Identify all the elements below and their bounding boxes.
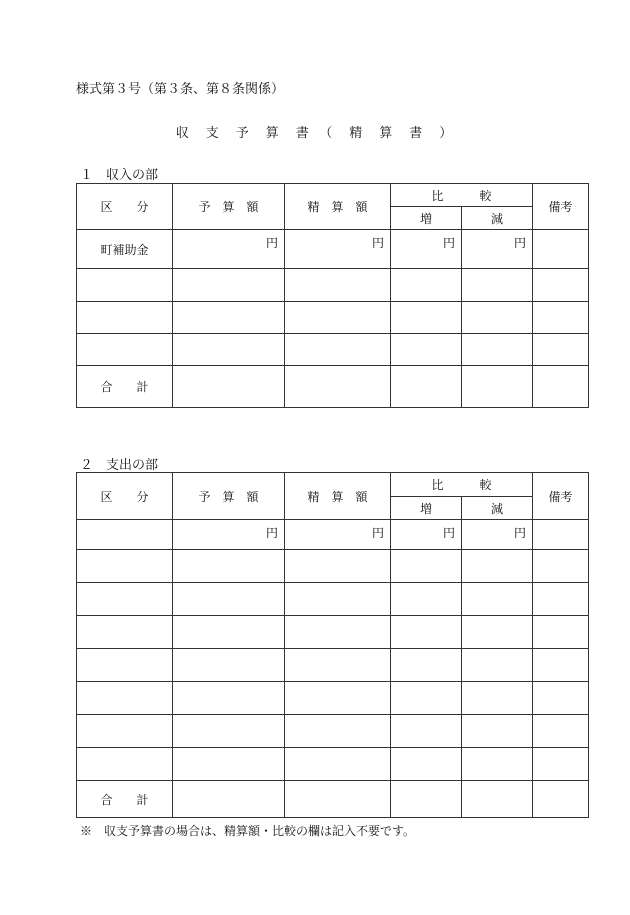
remarks-cell[interactable] [533,269,589,302]
table-row [77,616,589,649]
increase-cell[interactable] [391,748,462,781]
remarks-cell[interactable] [533,334,589,366]
settlement-cell[interactable] [285,302,391,334]
category-cell[interactable] [77,302,173,334]
decrease-cell[interactable] [462,781,533,818]
header-comparison: 比 較 [391,184,533,207]
increase-cell[interactable] [391,649,462,682]
remarks-cell[interactable] [533,616,589,649]
category-cell[interactable] [77,649,173,682]
settlement-cell[interactable] [285,715,391,748]
budget-cell[interactable] [173,682,285,715]
increase-cell[interactable] [391,334,462,366]
category-cell[interactable] [77,334,173,366]
category-cell[interactable] [77,520,173,550]
category-cell[interactable] [77,269,173,302]
remarks-cell[interactable] [533,748,589,781]
increase-cell[interactable] [391,616,462,649]
increase-cell[interactable] [391,302,462,334]
total-row [77,366,589,408]
table-row [77,649,589,682]
budget-cell[interactable] [173,269,285,302]
category-cell[interactable] [77,550,173,583]
expense-section-heading: ２ 支出の部 [80,458,159,473]
category-cell[interactable] [77,715,173,748]
increase-cell[interactable] [391,366,462,408]
header-comparison: 比 較 [391,473,533,497]
settlement-cell[interactable] [285,334,391,366]
settlement-unit[interactable]: 円 [285,230,391,269]
header-budget: 予 算 額 [173,184,285,230]
remarks-cell[interactable] [533,550,589,583]
settlement-cell[interactable] [285,748,391,781]
total-row [77,781,589,818]
settlement-cell[interactable] [285,366,391,408]
table-row [77,550,589,583]
decrease-cell[interactable] [462,550,533,583]
income-table [76,183,589,408]
header-remarks: 備考 [533,473,589,520]
header-budget: 予 算 額 [173,473,285,520]
increase-cell[interactable] [391,583,462,616]
remarks-cell[interactable] [533,583,589,616]
decrease-cell[interactable] [462,366,533,408]
settlement-unit[interactable]: 円 [285,520,391,550]
header-settlement: 精 算 額 [285,184,391,230]
table-row [77,520,589,550]
remarks-cell[interactable] [533,366,589,408]
budget-cell[interactable] [173,366,285,408]
budget-unit[interactable]: 円 [173,520,285,550]
budget-cell[interactable] [173,781,285,818]
increase-cell[interactable] [391,682,462,715]
decrease-cell[interactable] [462,616,533,649]
decrease-cell[interactable] [462,748,533,781]
table-row [77,682,589,715]
table-row [77,334,589,366]
table-row [77,302,589,334]
decrease-cell[interactable] [462,682,533,715]
remarks-cell[interactable] [533,715,589,748]
total-label: 合 計 [77,366,173,408]
income-section-heading: １ 収入の部 [80,168,159,183]
remarks-cell[interactable] [533,520,589,550]
category-cell[interactable]: 町補助金 [77,230,173,269]
category-cell[interactable] [77,583,173,616]
settlement-cell[interactable] [285,550,391,583]
budget-unit[interactable]: 円 [173,230,285,269]
settlement-cell[interactable] [285,269,391,302]
header-category: 区 分 [77,473,173,520]
header-remarks: 備考 [533,184,589,230]
document-title: 収 支 予 算 書 （ 精 算 書 ） [175,126,455,141]
increase-cell[interactable] [391,550,462,583]
remarks-cell[interactable] [533,649,589,682]
total-label: 合 計 [77,781,173,818]
table-row [77,269,589,302]
budget-cell[interactable] [173,748,285,781]
settlement-cell[interactable] [285,616,391,649]
form-number: 様式第３号（第３条、第８条関係） [76,82,285,97]
header-category: 区 分 [77,184,173,230]
remarks-cell[interactable] [533,682,589,715]
decrease-unit[interactable]: 円 [462,520,533,550]
budget-cell[interactable] [173,649,285,682]
budget-cell[interactable] [173,715,285,748]
header-settlement: 精 算 額 [285,473,391,520]
settlement-cell[interactable] [285,583,391,616]
increase-unit[interactable]: 円 [391,520,462,550]
header-increase: 増 [391,497,462,520]
decrease-cell[interactable] [462,334,533,366]
decrease-cell[interactable] [462,302,533,334]
budget-cell[interactable] [173,334,285,366]
decrease-cell[interactable] [462,583,533,616]
budget-cell[interactable] [173,583,285,616]
budget-cell[interactable] [173,616,285,649]
table-row [77,748,589,781]
increase-cell[interactable] [391,781,462,818]
expense-table [76,472,589,818]
budget-cell[interactable] [173,302,285,334]
settlement-cell[interactable] [285,682,391,715]
category-cell[interactable] [77,616,173,649]
decrease-cell[interactable] [462,715,533,748]
settlement-cell[interactable] [285,781,391,818]
remarks-cell[interactable] [533,781,589,818]
increase-unit[interactable]: 円 [391,230,462,269]
table-row [77,583,589,616]
decrease-cell[interactable] [462,649,533,682]
header-decrease: 減 [462,207,533,230]
footnote: ※ 収支予算書の場合は、精算額・比較の欄は記入不要です。 [80,824,416,838]
header-decrease: 減 [462,497,533,520]
decrease-unit[interactable]: 円 [462,230,533,269]
category-cell[interactable] [77,748,173,781]
table-row [77,715,589,748]
settlement-cell[interactable] [285,649,391,682]
decrease-cell[interactable] [462,269,533,302]
budget-cell[interactable] [173,550,285,583]
table-row [77,230,589,269]
remarks-cell[interactable] [533,302,589,334]
increase-cell[interactable] [391,269,462,302]
category-cell[interactable] [77,682,173,715]
increase-cell[interactable] [391,715,462,748]
remarks-cell[interactable] [533,230,589,269]
header-increase: 増 [391,207,462,230]
